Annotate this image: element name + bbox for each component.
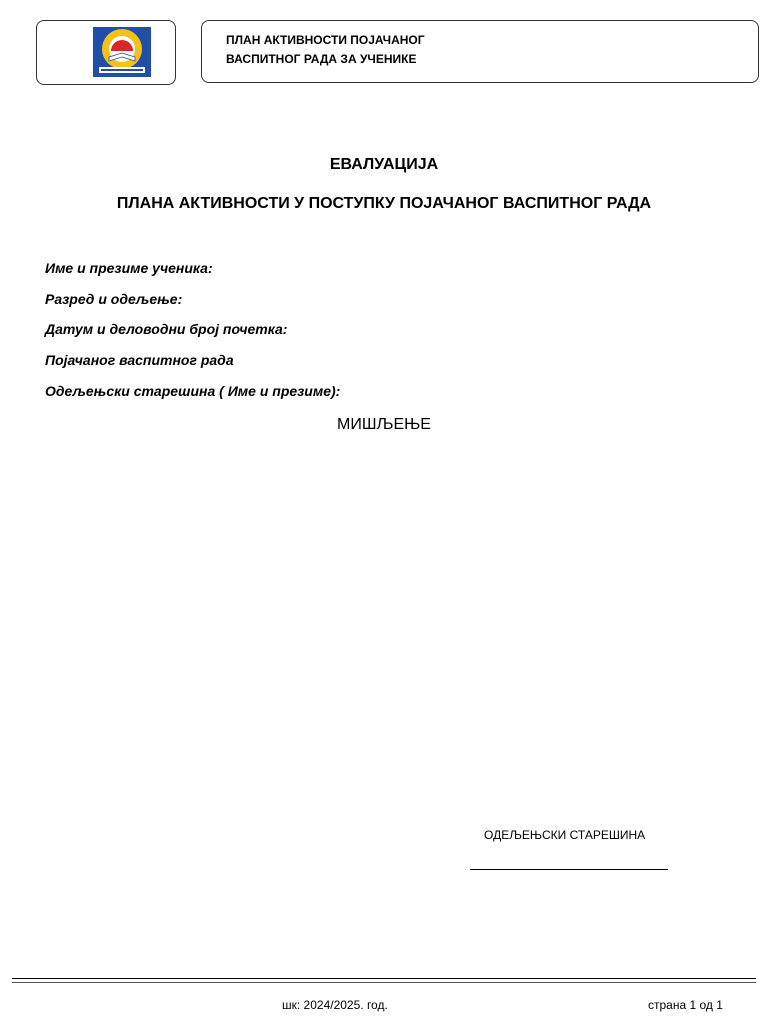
document-title-box bbox=[201, 20, 759, 83]
field-student-name: Име и презиме ученика: bbox=[45, 260, 213, 276]
signature-line bbox=[470, 869, 668, 870]
document-heading: ЕВАЛУАЦИЈА bbox=[329, 156, 439, 173]
school-logo-icon bbox=[93, 27, 151, 77]
signature-label: ОДЕЉЕЊСКИ СТАРЕШИНА bbox=[484, 828, 646, 842]
header-title-line1: ПЛАН АКТИВНОСТИ ПОЈАЧАНОГ bbox=[226, 33, 425, 47]
field-grade-class: Разред и одељење: bbox=[45, 291, 183, 307]
header-title-line2: ВАСПИТНОГ РАДА ЗА УЧЕНИКЕ bbox=[226, 52, 417, 66]
footer-rule bbox=[12, 978, 756, 979]
footer-page-number: страна 1 од 1 bbox=[648, 998, 723, 1012]
document-subheading: ПЛАНА АКТИВНОСТИ У ПОСТУПКУ ПОЈАЧАНОГ ВАСПИТНОГ РАДА bbox=[116, 195, 652, 212]
field-intensified-work: Појачаног васпитног рада bbox=[45, 352, 234, 368]
footer-school-year: шк: 2024/2025. год. bbox=[282, 998, 388, 1012]
opinion-title: МИШЉЕЊЕ bbox=[337, 416, 431, 433]
field-start-date-number: Датум и деловодни број почетка: bbox=[45, 321, 288, 337]
field-class-teacher: Одељењски старешина ( Име и презиме): bbox=[45, 383, 341, 399]
footer-rule-secondary bbox=[12, 982, 756, 983]
logo-box bbox=[36, 20, 176, 85]
